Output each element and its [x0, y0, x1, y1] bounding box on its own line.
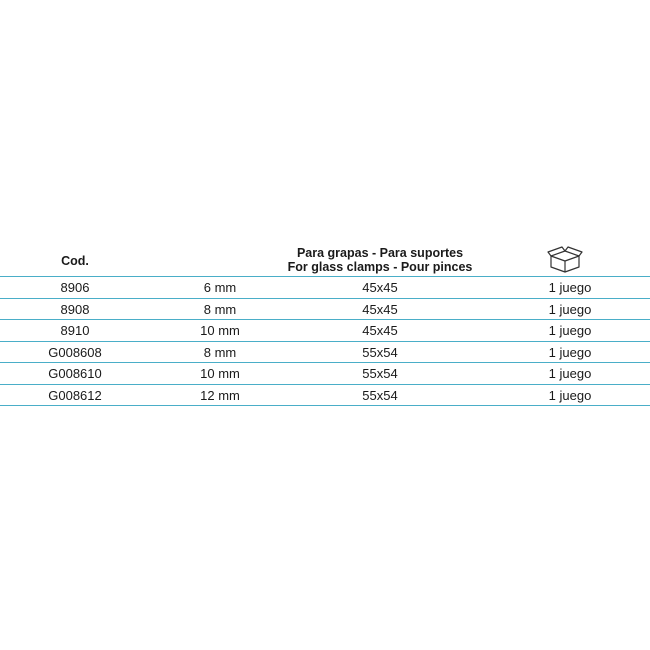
product-table [0, 244, 650, 406]
cell-dimensions: 45x45 [362, 280, 398, 295]
cell-pack: 1 juego [548, 323, 592, 338]
cell-dimensions: 55x54 [362, 387, 398, 403]
header-description [230, 246, 530, 274]
table-row [0, 319, 650, 341]
cell-pack: 1 juego [548, 344, 592, 360]
cell-pack: 1 juego [548, 301, 592, 317]
cell-code: 8910 [60, 323, 90, 338]
table-header [0, 244, 650, 276]
cell-size: 10 mm [200, 323, 240, 338]
cell-code: G008610 [48, 366, 102, 381]
cell-dimensions: 45x45 [362, 323, 398, 338]
cell-size: 8 mm [203, 344, 237, 360]
table-row [0, 341, 650, 363]
table-row [0, 298, 650, 320]
cell-size: 10 mm [200, 366, 240, 381]
cell-dimensions: 55x54 [362, 344, 398, 360]
open-box-icon [545, 244, 585, 274]
header-description-line1: Para grapas - Para suportes [296, 246, 464, 260]
table-row [0, 362, 650, 384]
cell-dimensions: 55x54 [362, 366, 398, 381]
cell-pack: 1 juego [548, 280, 592, 295]
cell-pack: 1 juego [548, 366, 592, 381]
cell-code: 8906 [60, 280, 90, 295]
cell-code: 8908 [60, 301, 90, 317]
header-description-line2: For glass clamps - Pour pinces [287, 260, 473, 274]
table-row [0, 384, 650, 407]
cell-pack: 1 juego [548, 387, 592, 403]
cell-size: 8 mm [203, 301, 237, 317]
header-code: Cod. [61, 254, 89, 268]
cell-size: 6 mm [203, 280, 237, 295]
cell-size: 12 mm [200, 387, 240, 403]
cell-dimensions: 45x45 [362, 301, 398, 317]
cell-code: G008608 [48, 344, 102, 360]
table-row [0, 276, 650, 298]
cell-code: G008612 [48, 387, 102, 403]
